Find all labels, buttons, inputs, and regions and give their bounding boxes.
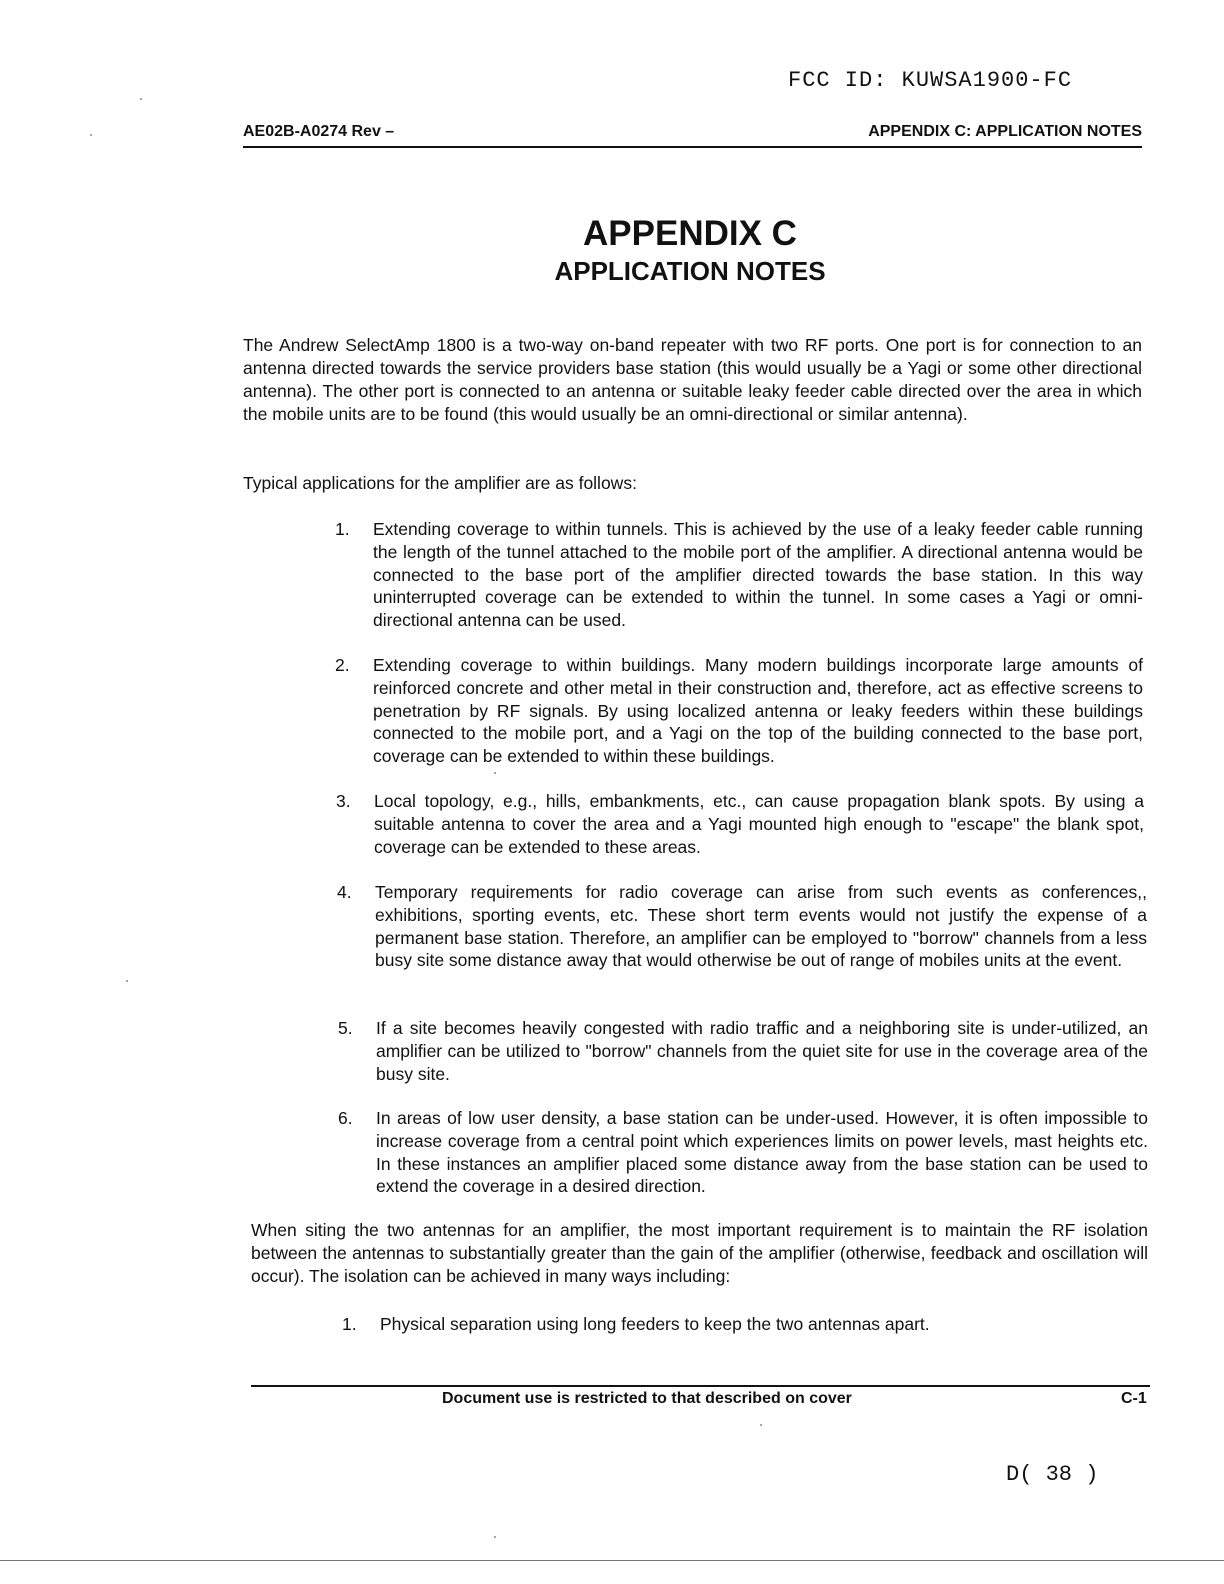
list-item-text: In areas of low user density, a base station can be under-used. However, it is often impossible to increase coverage from a central point which experiences limits on power levels, mast heights etc. In these instances an amplifier placed some distance away from the base station can be used to extend the coverage in a desired direction. [376, 1108, 1148, 1197]
list-item-number: 1. [335, 519, 350, 539]
list-item-number: 3. [336, 791, 351, 811]
handwritten-page-number: D( 38 ) [1006, 1462, 1099, 1487]
intro-paragraph: The Andrew SelectAmp 1800 is a two-way on-band repeater with two RF ports. One port is for connection to an antenna directed towards the service providers base station (this would usually be a Yagi or some other directional antenna). The other port is connected to an antenna or suitable leaky feeder cable directed over the area in which the mobile units are to be found (this would usually be an omni-directional or similar antenna). [243, 335, 1142, 424]
list-item-number: 4. [337, 882, 352, 902]
list-item-number: 5. [338, 1018, 353, 1038]
scan-speck [90, 134, 92, 136]
list-item-number: 2. [335, 655, 350, 675]
list-item-text: Physical separation using long feeders to keep the two antennas apart. [380, 1314, 930, 1334]
scan-speck [140, 98, 142, 100]
list-item-text: Temporary requirements for radio coverage can arise from such events as conferences,, exhibitions, sporting events, etc. These short term events would not justify the expense of a permanent base station. Therefore, an amplifier can be employed to "borrow" channels from a less busy site some distance away that would otherwise be out of range of mobiles units at the event. [375, 882, 1147, 971]
scan-speck [494, 772, 496, 774]
footer-page-number: C-1 [1121, 1390, 1147, 1407]
scan-speck [494, 1536, 496, 1538]
list-item-text: If a site becomes heavily congested with radio traffic and a neighboring site is under-utilized, an amplifier can be utilized to "borrow" channels from the quiet site for use in the coverage area of the busy site. [376, 1018, 1148, 1084]
footer-notice: Document use is restricted to that described on cover [442, 1390, 852, 1407]
list-item-text: Local topology, e.g., hills, embankments, etc., can cause propagation blank spots. By using a suitable antenna to cover the area and a Yagi mounted high enough to "escape" the blank spot, coverage can be extended to these areas. [374, 791, 1144, 857]
list-item-text: Extending coverage to within tunnels. This is achieved by the use of a leaky feeder cable running the length of the tunnel attached to the mobile port of the amplifier. A directional antenna would be connected to the base port of the amplifier directed towards the base station. In this way uninterrupted coverage can be extended to within the tunnel. In some cases a Yagi or omni-directional antenna can be used. [373, 519, 1143, 631]
list-item-text: Extending coverage to within buildings. Many modern buildings incorporate large amounts of reinforced concrete and other metal in their construction and, therefore, act as effective screens to penetration by RF signals. By using localized antenna or leaky feeders within these buildings connected to the mobile port, and a Yagi on the top of the building connected to the base port, coverage can be extended to within these buildings. [373, 655, 1143, 767]
siting-paragraph: When siting the two antennas for an amplifier, the most important requirement is to maintain the RF isolation between the antennas to substantially greater than the gain of the amplifier (otherwise, feedback and oscillation will occur). The isolation can be achieved in many ways including: [251, 1220, 1148, 1286]
typical-applications-intro: Typical applications for the amplifier are as follows: [243, 473, 637, 493]
footer-rule [251, 1385, 1150, 1387]
page-title: APPENDIX C [583, 214, 797, 253]
scan-speck [126, 980, 128, 982]
page-subtitle: APPLICATION NOTES [554, 256, 826, 286]
section-header: APPENDIX C: APPLICATION NOTES [868, 123, 1142, 140]
scan-edge-line [0, 1560, 1224, 1561]
list-item-number: 1. [342, 1314, 357, 1334]
fcc-id: FCC ID: KUWSA1900-FC [788, 68, 1073, 93]
doc-number: AE02B-A0274 Rev – [243, 123, 395, 140]
list-item-number: 6. [338, 1108, 353, 1128]
scan-speck [760, 1424, 762, 1426]
header-rule [243, 146, 1142, 148]
